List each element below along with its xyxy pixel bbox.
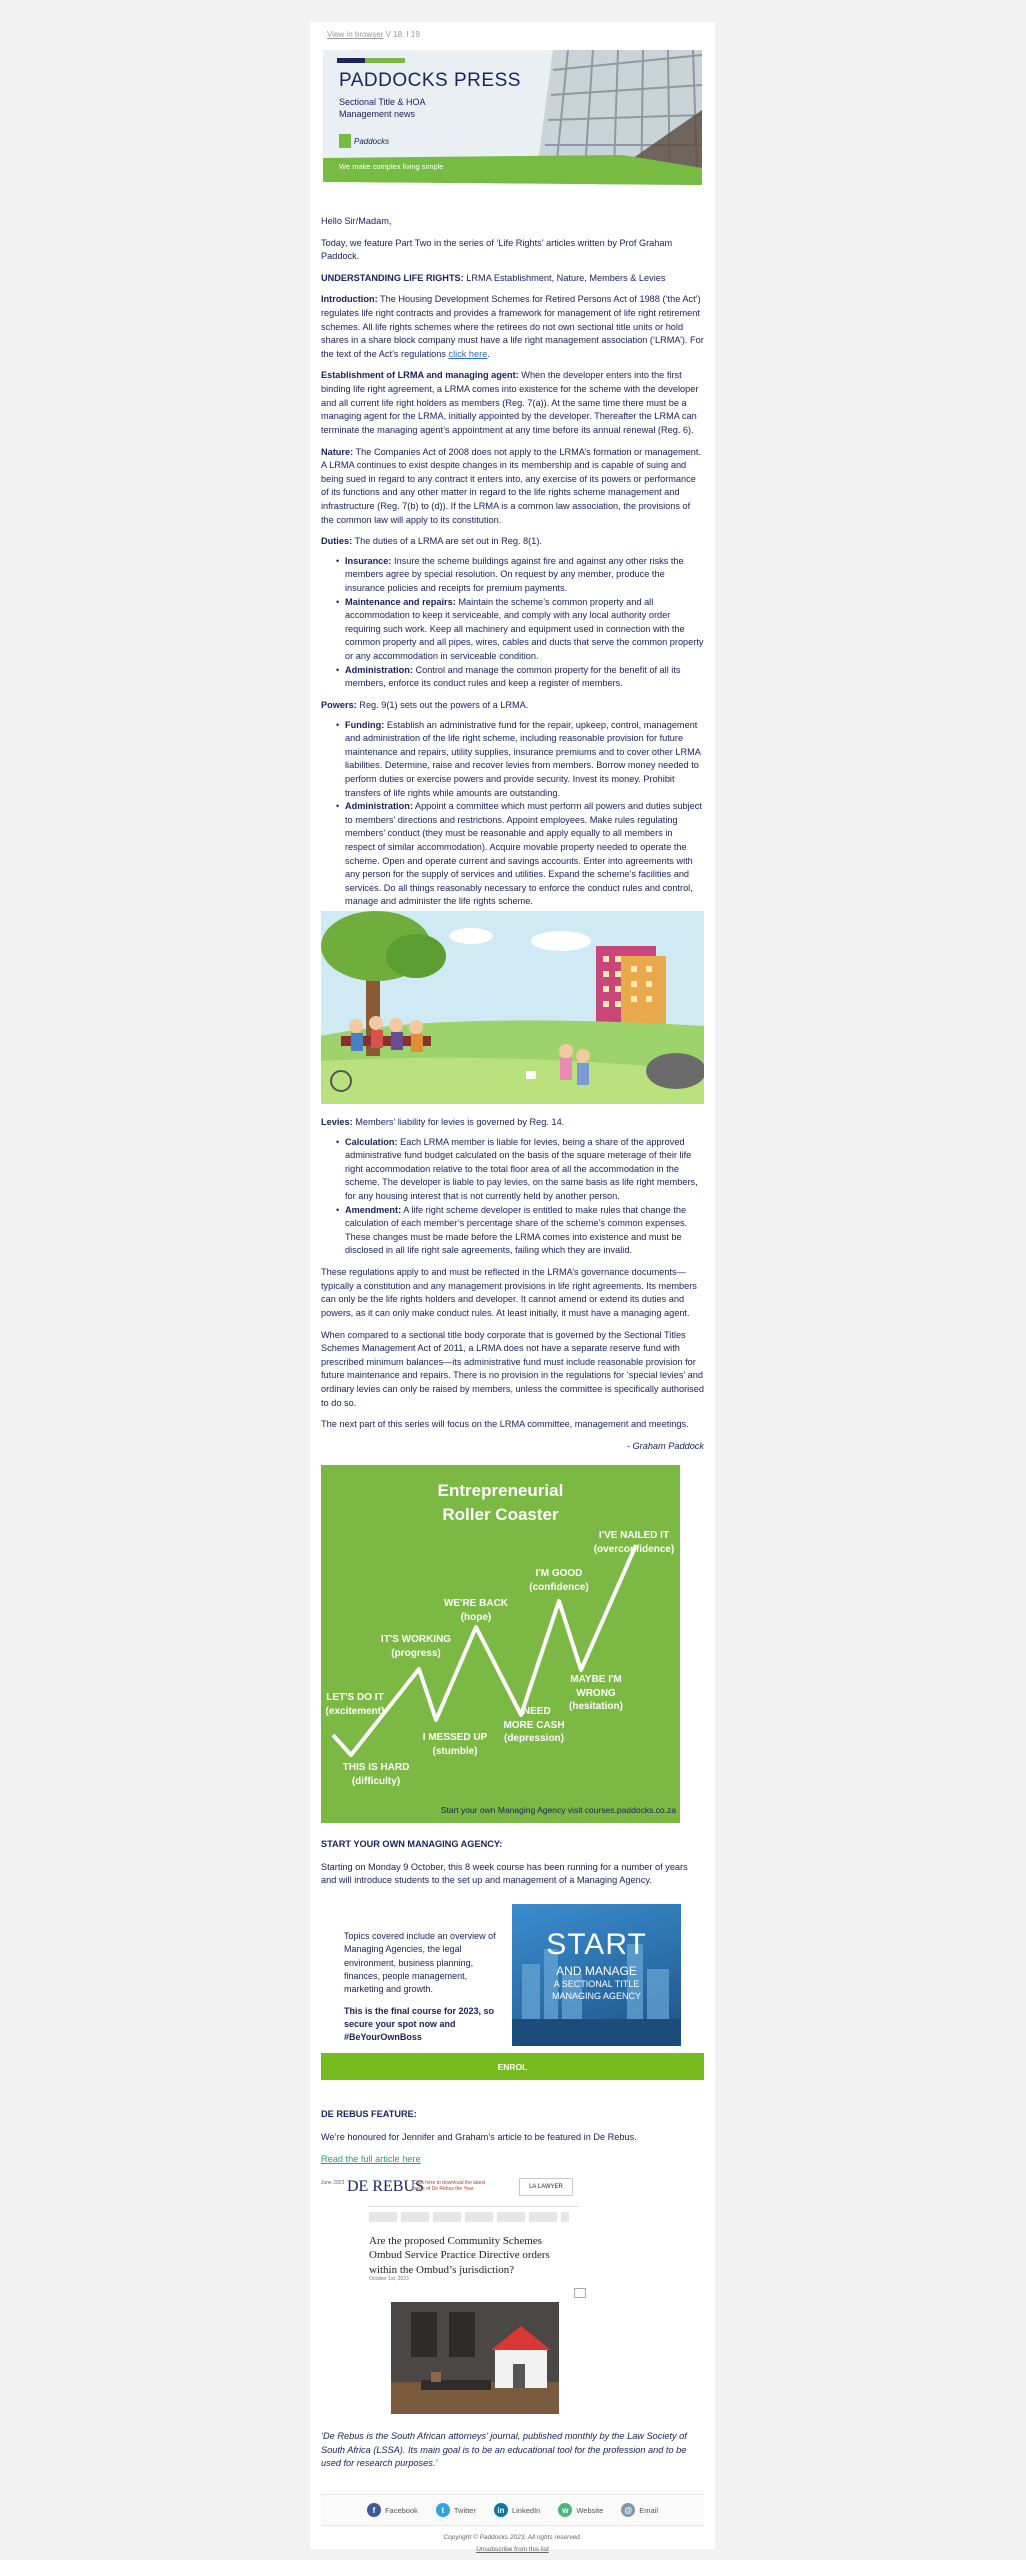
agency-section [321, 1838, 704, 1888]
item-label: Calculation: [345, 1136, 398, 1147]
label-i-messed-up [415, 1731, 495, 1758]
label-line: LET'S DO IT [326, 1692, 384, 1703]
label-nature: Nature: [321, 446, 354, 457]
article-content [321, 215, 704, 909]
label-lets-do-it [325, 1691, 385, 1718]
social-email[interactable] [621, 2503, 658, 2517]
download-line1: Click here to download the latest [413, 2180, 486, 2186]
social-label: Facebook [384, 2505, 418, 2515]
text-establishment: When the developer enters into the first binding life right agreement, a LRMA comes into existence for the scheme with the developer and all current life right holders as members (Reg. 7(a)). At the same time there must be a managing agent for the LRMA, initially appointed by the developer. Thereafter the LRMA can terminate the managing agent’s appointment at any time before its annual renewal (Reg. 6). [321, 370, 699, 435]
list-item [333, 596, 704, 664]
item-text: Each LRMA member is liable for levies, being a share of the approved administrative fund budget calculated on the basis of the square meterage of their life right accommodation relative to the total floor area of all the accommodation in the scheme. The developer is liable to pay levies, on the same basis as life right members, for any housing interest that is not currently held by another person. [345, 1136, 698, 1202]
final-course-text: This is the final course for 2023, so secure your spot now and #BeYourOwnBoss [344, 2005, 495, 2043]
label-line: I MESSED UP [422, 1732, 488, 1743]
promo-start: START [546, 1928, 647, 1961]
paddocks-logo-icon [339, 134, 351, 148]
item-label: Funding: [345, 719, 385, 730]
article-heading-bold: UNDERSTANDING LIFE RIGHTS: [321, 272, 464, 283]
para-establishment [321, 369, 704, 437]
label-line: (stumble) [432, 1745, 478, 1757]
banner-subtitle [339, 96, 426, 120]
duties-list [333, 555, 704, 691]
greeting: Hello Sir/Madam, [321, 216, 392, 226]
list-item [333, 800, 704, 909]
label-line: (difficulty) [351, 1775, 401, 1787]
banner-title: PADDOCKS PRESS [339, 70, 521, 91]
para-nature [321, 446, 704, 528]
levies-list [333, 1136, 704, 1258]
derebus-download-banner [413, 2180, 485, 2192]
social-label: Email [639, 2505, 659, 2515]
agency-text: Starting on Monday 9 October, this 8 week course has been running for a number of years and will introduce students to the set up and management of a Managing Agency. [321, 1861, 688, 1886]
para-levies [321, 1116, 704, 1130]
label-line: (overconfidence) [593, 1543, 675, 1555]
label-line: I'VE NAILED IT [598, 1530, 670, 1541]
author-signoff: - Graham Paddock [626, 1440, 704, 1451]
derebus-article-date: October 1st, 2023 [369, 2276, 409, 2282]
label-need-more-cash [499, 1705, 569, 1746]
breadcrumb-bar [369, 2212, 569, 2222]
social-label: Website [576, 2505, 604, 2515]
label-line: (hope) [460, 1611, 492, 1623]
social-label: Twitter [453, 2505, 476, 2515]
item-label: Administration: [345, 801, 413, 812]
powers-list [333, 719, 704, 910]
regulations-link[interactable]: click here [448, 348, 488, 359]
label-line: (depression) [503, 1733, 564, 1744]
label-line: (confidence) [529, 1581, 589, 1593]
para-duties [321, 535, 704, 549]
item-label: Administration: [345, 664, 413, 675]
item-text: Appoint a committee which must perform all powers and duties subject to members’ directions and restrictions. Appoint employees. Make rules regulating members’ conduct (they must be reasonable and apply equally to all members in respect of similar accommodation). Acquire movable property needed to operate the scheme. Open and operate current and savings accounts. Enter into agreements with any person for the supply of services and utilities. Expand the scheme’s facilities and services. Do all things reasonably necessary to enforce the conduct rules and control, manage and administer the life rights scheme. [345, 801, 702, 907]
banner-subtitle-line1: Sectional Title & HOA [339, 97, 426, 107]
item-text: Establish an administrative fund for the repair, upkeep, control, management and administration of the life right scheme, including reasonable provision for future maintenance and repairs, utility supplies, insurance premiums and to cover other LRMA liabilities. Determine, raise and recover levies from members. Borrow money needed to perform duties or exercise powers and provide security. Invest its money. Prohibit transfers of life rights while amounts are outstanding. [345, 719, 701, 798]
item-text: Control and manage the common property for the benefit of all its members, enforce its conduct rules and keep a register of members. [345, 664, 681, 689]
promo-and-manage: AND MANAGE [556, 1964, 637, 1978]
unsubscribe-link[interactable]: Unsubscribe from this list [476, 2546, 549, 2553]
logo-text: Paddocks [354, 136, 390, 146]
social-linkedin[interactable] [494, 2503, 540, 2517]
linkedin-icon: in [494, 2503, 508, 2517]
derebus-section [321, 2108, 704, 2167]
label-were-back [436, 1597, 516, 1624]
text-nature: The Companies Act of 2008 does not apply to the LRMA’s formation or management. A LRMA continues to exist despite changes in its membership and is capable of suing and being sued in regard to any contract it enters into, any exercise of its powers or performance of its functions and any other matter in regard to the life rights scheme management and infrastructure (Reg. 7(b) to (d)). If the LRMA is a common law association, the provisions of the common law will apply to its constitution. [321, 446, 701, 525]
social-links-bar [321, 2494, 704, 2526]
label-line: (progress) [391, 1647, 441, 1659]
copyright: Copyright © Paddocks 2023, All rights reserved. [443, 2534, 582, 2541]
divider [369, 2206, 579, 2207]
retirement-park-illustration [321, 911, 704, 1104]
list-item [333, 719, 704, 801]
agency-promo-image [512, 1904, 681, 2046]
label-introduction: Introduction: [321, 294, 378, 305]
article-heading [321, 272, 704, 286]
label-line: THIS IS HARD [342, 1762, 410, 1773]
view-in-browser-link[interactable]: View in browser [327, 30, 384, 39]
twitter-icon: t [436, 2503, 450, 2517]
label-line: I'M GOOD [535, 1568, 583, 1579]
label-line: WRONG [576, 1687, 616, 1699]
facebook-icon: f [367, 2503, 381, 2517]
label-line: (excitement) [325, 1705, 385, 1717]
derebus-article-title: Are the proposed Community Schemes Ombud Service Practice Directive orders within the Ombud’s jurisdiction? [369, 2235, 550, 2276]
coaster-footer: Start your own Managing Agency visit courses.paddocks.co.za [440, 1805, 676, 1815]
topics-text: Topics covered include an overview of Managing Agencies, the legal environment, business planning, finances, people management, marketing and growth. [344, 1931, 496, 1995]
coaster-title-line2: Roller Coaster [442, 1504, 559, 1524]
label-its-working [376, 1633, 456, 1660]
agency-topics [344, 1930, 504, 2045]
para-regulations: These regulations apply to and must be reflected in the LRMA’s governance documents—typically a constitution and any management provisions in life right agreements. Its members can only be the life rights holders and developer. It cannot amend or extend its duties and powers, as it can only make conduct rules. At least initially, it must have a managing agent. [321, 1267, 697, 1318]
intro-end: . [487, 348, 490, 359]
para-comparison: When compared to a sectional title body corporate that is governed by the Sectional Titles Schemes Management Act of 2011, a LRMA does not have a separate reserve fund with prescribed minimum balances—its administrative fund must include reasonable provision for future maintenance and repairs. There is no provision in the regulations for ‘special levies’ and ordinary levies can only be raised by members, unless the committee is specifically authorised to do so. [321, 1329, 704, 1408]
label-line: MORE CASH [503, 1719, 565, 1731]
label-levies: Levies: [321, 1117, 353, 1127]
house-judge-image [391, 2302, 559, 2414]
label-line: WE'RE BACK [443, 1598, 509, 1609]
para-next-part: The next part of this series will focus on the LRMA committee, management and meetings. [321, 1419, 689, 1430]
item-label: Amendment: [345, 1204, 402, 1215]
text-levies: Members’ liability for levies is governed by Reg. 14. [352, 1117, 565, 1127]
social-twitter[interactable] [436, 2503, 476, 2517]
item-text: A life right scheme developer is entitled to make rules that change the calculation of each member’s percentage share of the scheme’s common expenses. These changes must be made before the LRMA comes into existence and must be disclosed in all life right sale agreements, failing which they are invalid. [345, 1204, 688, 1256]
text-powers: Reg. 9(1) sets out the powers of a LRMA. [356, 699, 529, 710]
derebus-logo: DE REBUS [347, 2178, 424, 2195]
levies-content [321, 1116, 704, 1453]
download-line2: issue of De Rebus the Year [413, 2186, 474, 2192]
list-item [333, 1204, 704, 1258]
text-introduction: The Housing Development Schemes for Retired Persons Act of 1988 (‘the Act’) regulates life right contracts and provides a framework for management of life right retirement schemes. All life rights schemes where the retirees do not own sectional title units or hold shares in a share block company must have a life right management association (‘LRMA’). For the text of the Act’s regulations [321, 294, 704, 359]
para-powers [321, 699, 704, 713]
list-item [333, 1136, 704, 1204]
derebus-article-screenshot[interactable] [321, 2176, 581, 2421]
label-powers: Powers: [321, 699, 357, 710]
list-item [333, 664, 704, 691]
item-label: Insurance: [345, 555, 392, 566]
promo-line3: A SECTIONAL TITLE [553, 1979, 640, 1989]
email-icon: @ [621, 2503, 635, 2517]
intro-lead: Today, we feature Part Two in the series of ‘Life Rights’ articles written by Prof Graham Paddock. [321, 237, 673, 262]
banner-tagline: We make complex living simple [339, 162, 444, 171]
label-establishment: Establishment of LRMA and managing agent: [321, 370, 519, 381]
park-illustration-svg [321, 911, 704, 1104]
label-maybe-wrong [561, 1673, 631, 1714]
enrol-button[interactable]: ENROL [321, 2053, 704, 2080]
social-label: LinkedIn [511, 2505, 541, 2515]
item-label: Maintenance and repairs: [345, 596, 456, 607]
label-line: IT'S WORKING [380, 1634, 452, 1645]
item-text: Maintain the scheme’s common property and all accommodation to keep it serviceable, and comply with any local authority order requiring such work. Keep all machinery and equipment used in connection with the common property and all pipes, wires, cables and ducts that serve the common property or any accommodation in serviceable condition. [345, 596, 704, 662]
derebus-issue: June 2023 [321, 2180, 345, 2186]
top-line [327, 30, 420, 39]
list-item [333, 555, 704, 596]
email-body [310, 22, 715, 2553]
label-nailed-it [589, 1529, 679, 1556]
social-facebook[interactable] [367, 2503, 418, 2517]
article-heading-rest: LRMA Establishment, Nature, Members & Levies [463, 272, 666, 283]
derebus-quote: ‘De Rebus is the South African attorneys’ journal, published monthly by the Law Society of South Africa (LSSA). Its main goal is to be an educational tool for the profession and to be used for research purposes.’ [321, 2431, 687, 2469]
promo-line4: MANAGING AGENCY [551, 1991, 641, 2001]
derebus-heading: DE REBUS FEATURE: [321, 2109, 417, 2119]
label-line: I NEED [517, 1706, 551, 1717]
para-introduction [321, 293, 704, 361]
label-this-is-hard [341, 1761, 411, 1788]
coaster-title-line1: Entrepreneurial [437, 1481, 564, 1500]
agency-heading: START YOUR OWN MANAGING AGENCY: [321, 1839, 503, 1849]
derebus-text: We’re honoured for Jennifer and Graham’s article to be featured in De Rebus. [321, 2131, 637, 2142]
social-website[interactable] [558, 2503, 603, 2517]
roller-coaster-graphic [321, 1465, 680, 1823]
label-duties: Duties: [321, 536, 353, 547]
banner-logo [339, 134, 389, 148]
label-line: (hesitation) [569, 1701, 623, 1712]
text-duties: The duties of a LRMA are set out in Reg. 8(1). [352, 536, 542, 547]
label-line: MAYBE I'M [570, 1674, 622, 1685]
website-icon: w [558, 2503, 572, 2517]
label-im-good [519, 1567, 599, 1594]
read-article-link[interactable]: Read the full article here [321, 2154, 421, 2165]
header-banner [323, 50, 702, 200]
image-placeholder-icon [574, 2288, 586, 2298]
issue-version: V 18. I 19 [385, 30, 420, 39]
item-text: Insure the scheme buildings against fire and against any other risks the members agree by special resolution. On request by any member, produce the insurance policies and receipts for premium payments. [345, 555, 684, 594]
banner-subtitle-line2: Management news [339, 109, 416, 120]
lawyer-badge: LA LAWYER [519, 2178, 573, 2196]
